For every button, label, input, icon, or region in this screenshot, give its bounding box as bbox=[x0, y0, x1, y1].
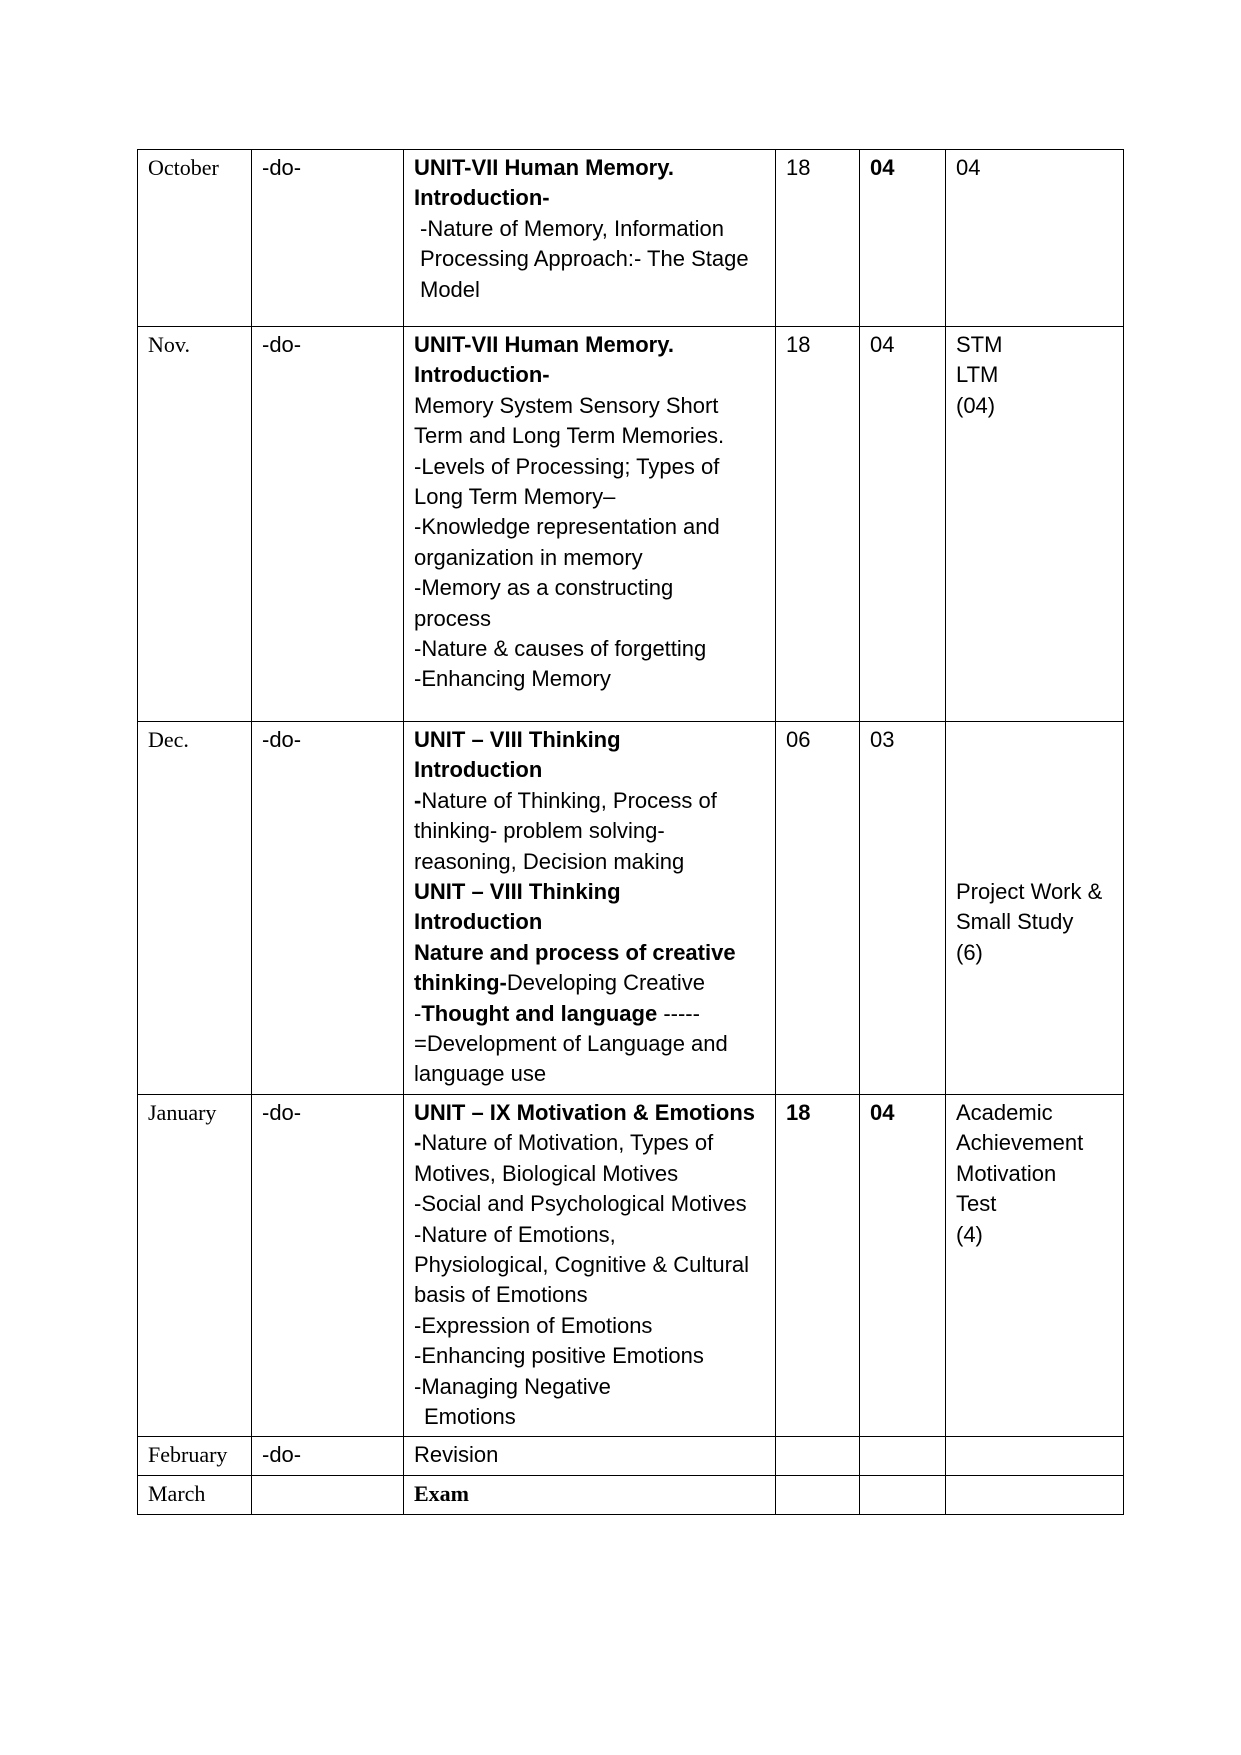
reference-cell bbox=[252, 1475, 404, 1514]
content-cell: UNIT-VII Human Memory. Introduction- Memory System Sensory Short Term and Long Term Memories. -Levels of Processing; Types of Long Term Memory– -Knowledge representation and organization in memory -Memory as a constructing process -Nature & causes of forgetting -Enhancing Memory bbox=[404, 327, 776, 722]
content-cell: UNIT – VIII Thinking Introduction -Nature of Thinking, Process of thinking- problem solving- reasoning, Decision making UNIT – VIII Thinking Introduction Nature and process of creative thinking-Developing Creative -Thought and language ----- =Development of Language and language use bbox=[404, 722, 776, 1095]
month-cell: October bbox=[138, 150, 252, 327]
reference-cell: -do- bbox=[252, 722, 404, 1095]
periods-cell bbox=[776, 1437, 860, 1475]
activity-cell: Academic Achievement Motivation Test (4) bbox=[946, 1094, 1124, 1436]
count-cell: 04 bbox=[860, 150, 946, 327]
content-cell: UNIT – IX Motivation & Emotions -Nature of Motivation, Types of Motives, Biological Motives -Social and Psychological Motives -Nature of Emotions, Physiological, Cognitive & Cultural basis of Emotions -Expression of Emotions -Enhancing positive Emotions -Managing Negative Emotions bbox=[404, 1094, 776, 1436]
count-cell: 03 bbox=[860, 722, 946, 1095]
month-cell: Dec. bbox=[138, 722, 252, 1095]
activity-cell bbox=[946, 1475, 1124, 1514]
content-cell: UNIT-VII Human Memory. Introduction- -Nature of Memory, Information Processing Approach:- The Stage Model bbox=[404, 150, 776, 327]
count-cell: 04 bbox=[860, 1094, 946, 1436]
reference-cell: -do- bbox=[252, 327, 404, 722]
count-cell bbox=[860, 1437, 946, 1475]
month-cell: January bbox=[138, 1094, 252, 1436]
month-cell: February bbox=[138, 1437, 252, 1475]
table-row-december bbox=[138, 722, 1124, 1095]
month-cell: Nov. bbox=[138, 327, 252, 722]
periods-cell: 18 bbox=[776, 150, 860, 327]
table-row-october bbox=[138, 150, 1124, 327]
reference-cell: -do- bbox=[252, 1437, 404, 1475]
content-cell: Exam bbox=[404, 1475, 776, 1514]
periods-cell: 18 bbox=[776, 1094, 860, 1436]
table-row-march bbox=[138, 1475, 1124, 1514]
reference-cell: -do- bbox=[252, 150, 404, 327]
count-cell: 04 bbox=[860, 327, 946, 722]
table-row-november bbox=[138, 327, 1124, 722]
periods-cell: 18 bbox=[776, 327, 860, 722]
periods-cell: 06 bbox=[776, 722, 860, 1095]
periods-cell bbox=[776, 1475, 860, 1514]
content-cell: Revision bbox=[404, 1437, 776, 1475]
activity-cell: STM LTM (04) bbox=[946, 327, 1124, 722]
table-row-february bbox=[138, 1437, 1124, 1475]
reference-cell: -do- bbox=[252, 1094, 404, 1436]
month-cell: March bbox=[138, 1475, 252, 1514]
count-cell bbox=[860, 1475, 946, 1514]
activity-cell bbox=[946, 1437, 1124, 1475]
lesson-plan-table bbox=[137, 149, 1124, 1515]
activity-cell: 04 bbox=[946, 150, 1124, 327]
table-row-january bbox=[138, 1094, 1124, 1436]
activity-cell: Project Work & Small Study (6) bbox=[946, 722, 1124, 1095]
